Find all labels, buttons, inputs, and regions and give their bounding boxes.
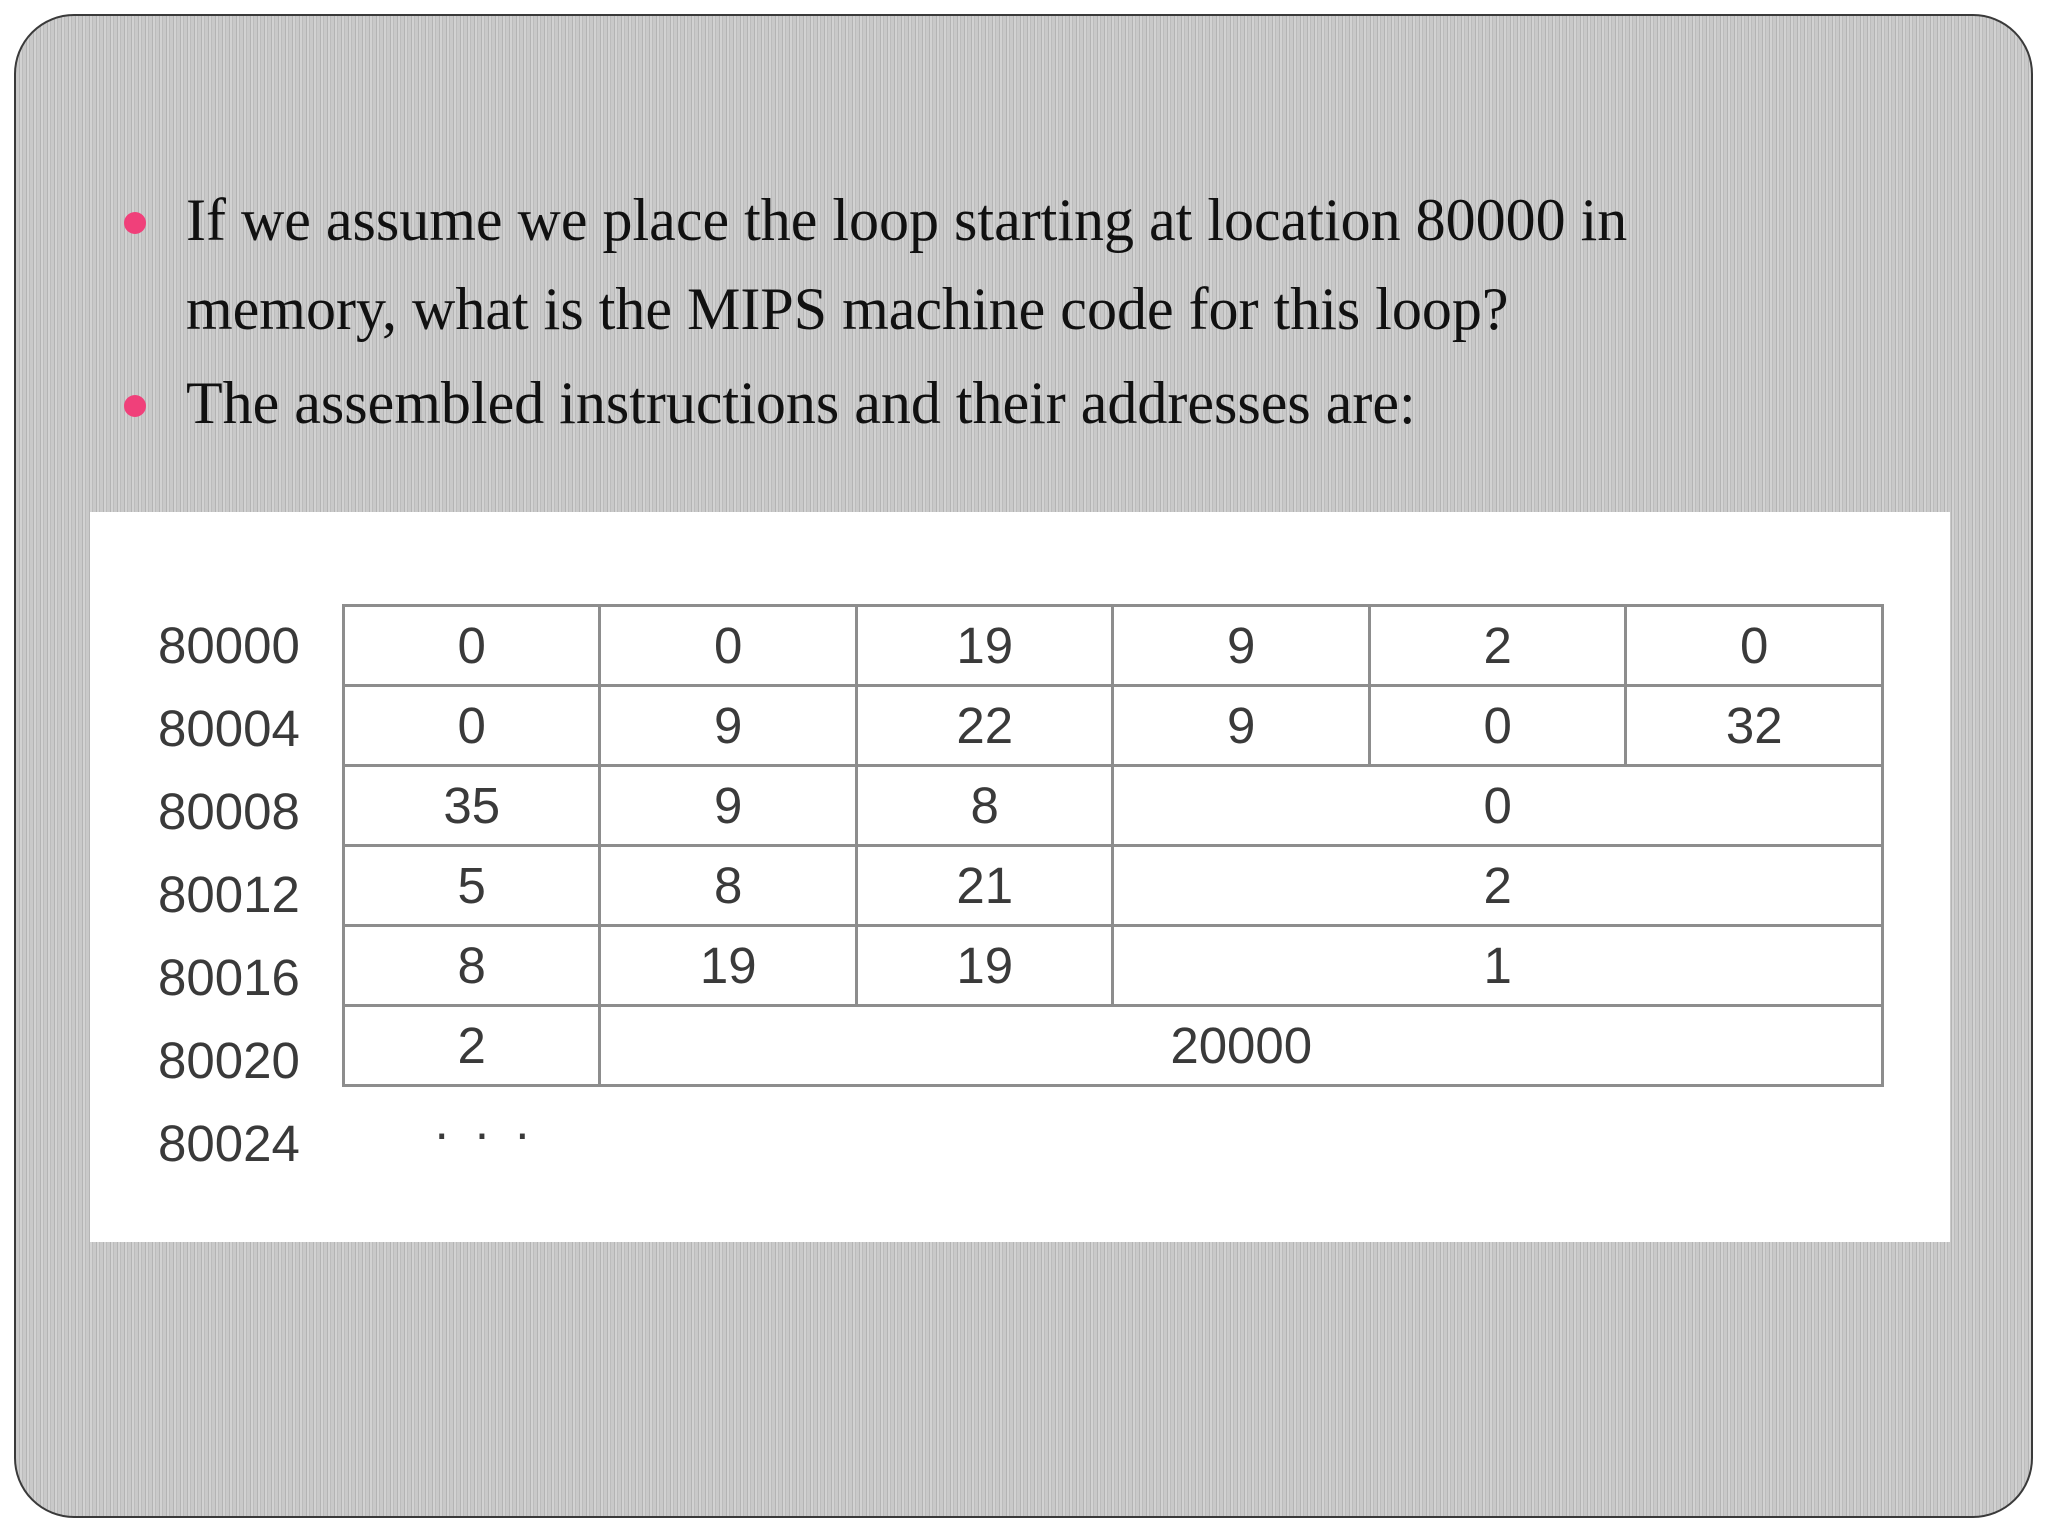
machine-code-figure xyxy=(90,512,1950,1242)
address-label: 80024 xyxy=(158,1115,300,1172)
address-label: 80020 xyxy=(158,1032,300,1089)
table-cell: 5 xyxy=(344,846,600,926)
table-row xyxy=(344,606,1883,686)
table-cell: 22 xyxy=(856,686,1112,766)
bullet-list xyxy=(116,176,1816,453)
address-label: 80012 xyxy=(158,866,300,923)
table-cell: 9 xyxy=(600,766,856,846)
table-row xyxy=(344,926,1883,1006)
machine-code-table xyxy=(342,604,1884,1087)
table-cell: 9 xyxy=(1113,606,1369,686)
table-cell: 0 xyxy=(344,606,600,686)
table-cell: 20000 xyxy=(600,1006,1883,1086)
bullet-text: The assembled instructions and their addresses are: xyxy=(186,370,1416,436)
table-cell: 8 xyxy=(600,846,856,926)
table-cell: 0 xyxy=(1369,686,1625,766)
address-label: 80008 xyxy=(158,783,300,840)
table-cell: 19 xyxy=(856,606,1112,686)
table-cell: 0 xyxy=(600,606,856,686)
bullet-item xyxy=(116,359,1816,448)
table-cell: 35 xyxy=(344,766,600,846)
bullet-item xyxy=(116,176,1816,354)
bullet-text: If we assume we place the loop starting at location 80000 in memory, what is the MIPS machine code for this loop? xyxy=(186,187,1628,342)
table-cell: 8 xyxy=(344,926,600,1006)
address-column xyxy=(158,604,318,1185)
table-cell: 8 xyxy=(856,766,1112,846)
table-row xyxy=(344,846,1883,926)
table-cell: 0 xyxy=(1113,766,1883,846)
table-cell: 2 xyxy=(344,1006,600,1086)
table-cell: 2 xyxy=(1369,606,1625,686)
continuation-ellipsis: . . . xyxy=(434,1093,536,1150)
table-cell: 19 xyxy=(856,926,1112,1006)
bullet-dot-icon xyxy=(124,212,146,234)
address-label: 80016 xyxy=(158,949,300,1006)
table-cell: 1 xyxy=(1113,926,1883,1006)
table-cell: 0 xyxy=(344,686,600,766)
table-row xyxy=(344,1006,1883,1086)
address-label: 80004 xyxy=(158,700,300,757)
table-cell: 32 xyxy=(1626,686,1883,766)
table-cell: 9 xyxy=(600,686,856,766)
table-cell: 21 xyxy=(856,846,1112,926)
table-row xyxy=(344,766,1883,846)
table-cell: 2 xyxy=(1113,846,1883,926)
table-cell: 19 xyxy=(600,926,856,1006)
table-cell: 9 xyxy=(1113,686,1369,766)
table-cell: 0 xyxy=(1626,606,1883,686)
address-label: 80000 xyxy=(158,617,300,674)
bullet-dot-icon xyxy=(124,395,146,417)
slide xyxy=(14,14,2033,1518)
table-row xyxy=(344,686,1883,766)
